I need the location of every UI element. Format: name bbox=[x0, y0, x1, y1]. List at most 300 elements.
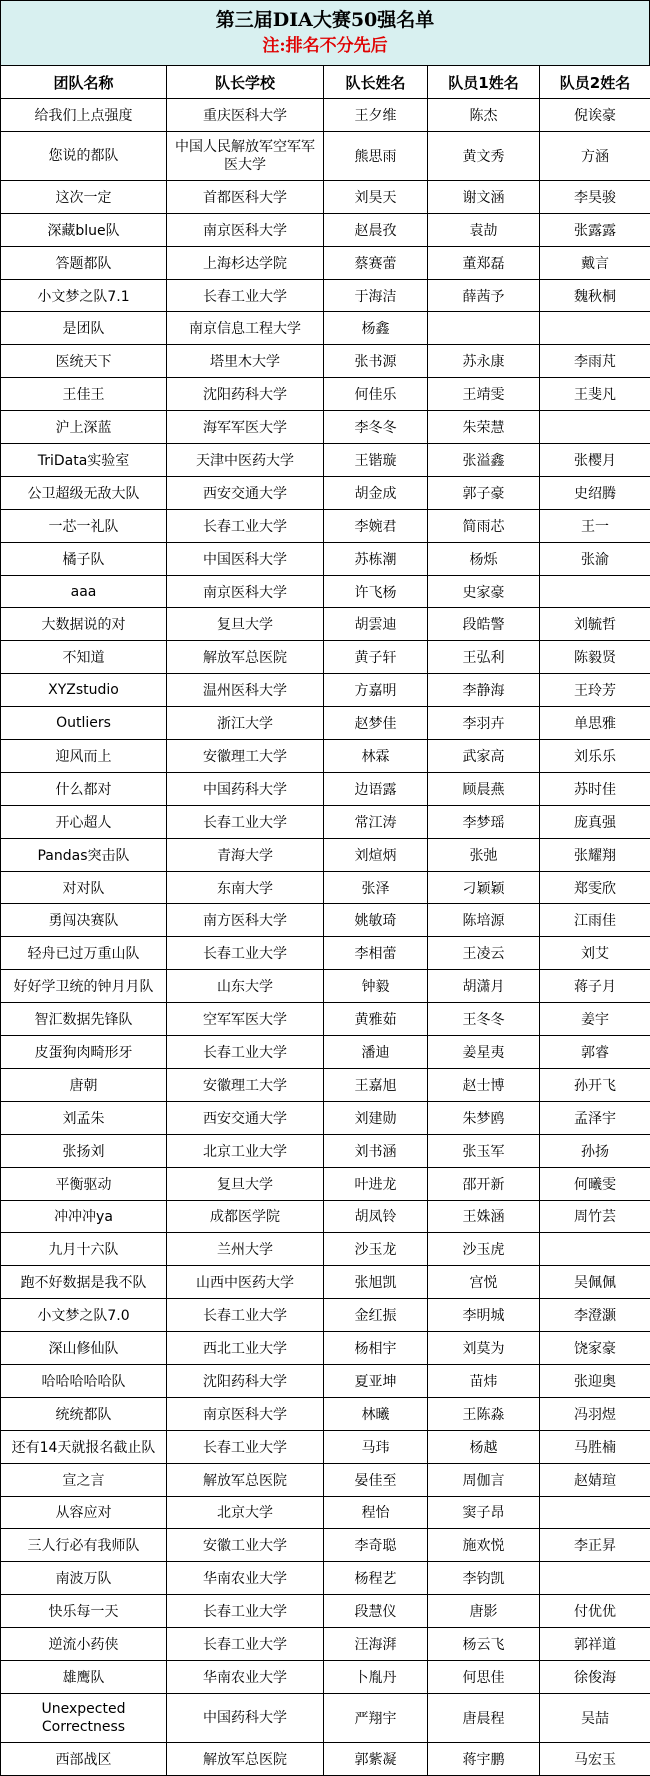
member1-name-cell: 沙玉虎 bbox=[428, 1233, 540, 1266]
captain-name-cell: 金红振 bbox=[324, 1299, 428, 1332]
captain-school-cell: 沈阳药科大学 bbox=[167, 378, 324, 411]
captain-school-cell: 安徽理工大学 bbox=[167, 740, 324, 773]
table-row bbox=[1, 1167, 650, 1200]
member1-name-cell: 李静海 bbox=[428, 674, 540, 707]
captain-name-cell: 夏亚坤 bbox=[324, 1364, 428, 1397]
table-row bbox=[1, 641, 650, 674]
member1-name-cell: 何思佳 bbox=[428, 1660, 540, 1693]
table-row bbox=[1, 1562, 650, 1595]
table-row bbox=[1, 312, 650, 345]
captain-school-cell: 解放军总医院 bbox=[167, 641, 324, 674]
member2-name-cell: 孙开飞 bbox=[540, 1068, 650, 1101]
captain-school-cell: 北京工业大学 bbox=[167, 1134, 324, 1167]
table-row bbox=[1, 1496, 650, 1529]
table-row bbox=[1, 1364, 650, 1397]
team-name-cell: 什么都对 bbox=[1, 772, 167, 805]
column-header-member1-name: 队员1姓名 bbox=[428, 66, 540, 99]
captain-school-cell: 长春工业大学 bbox=[167, 937, 324, 970]
table-row bbox=[1, 772, 650, 805]
column-header-team-name: 团队名称 bbox=[1, 66, 167, 99]
team-name-cell: Outliers bbox=[1, 707, 167, 740]
member2-name-cell: 江雨佳 bbox=[540, 904, 650, 937]
captain-name-cell: 卜胤丹 bbox=[324, 1660, 428, 1693]
captain-school-cell: 南方医科大学 bbox=[167, 904, 324, 937]
ranking-note: 注:排名不分先后 bbox=[262, 36, 388, 56]
member1-name-cell: 王靖雯 bbox=[428, 378, 540, 411]
team-name-cell: 一芯一礼队 bbox=[1, 509, 167, 542]
member2-name-cell: 李雨芃 bbox=[540, 345, 650, 378]
captain-name-cell: 马玮 bbox=[324, 1430, 428, 1463]
member2-name-cell: 马宏玉 bbox=[540, 1742, 650, 1775]
teams-table bbox=[0, 65, 650, 1776]
captain-school-cell: 安徽工业大学 bbox=[167, 1529, 324, 1562]
captain-name-cell: 林曦 bbox=[324, 1397, 428, 1430]
team-name-cell: 还有14天就报名截止队 bbox=[1, 1430, 167, 1463]
table-row bbox=[1, 99, 650, 132]
captain-name-cell: 何佳乐 bbox=[324, 378, 428, 411]
team-name-cell: 西部战区 bbox=[1, 1742, 167, 1775]
table-row bbox=[1, 805, 650, 838]
member1-name-cell: 刁颖颖 bbox=[428, 871, 540, 904]
captain-name-cell: 王夕维 bbox=[324, 99, 428, 132]
title-banner bbox=[0, 0, 650, 65]
captain-name-cell: 杨鑫 bbox=[324, 312, 428, 345]
member2-name-cell: 王斐凡 bbox=[540, 378, 650, 411]
team-name-cell: 轻舟已过万重山队 bbox=[1, 937, 167, 970]
member1-name-cell: 苏永康 bbox=[428, 345, 540, 378]
captain-name-cell: 胡雲迪 bbox=[324, 608, 428, 641]
captain-school-cell: 上海杉达学院 bbox=[167, 246, 324, 279]
member1-name-cell: 宫悦 bbox=[428, 1266, 540, 1299]
captain-name-cell: 姚敏琦 bbox=[324, 904, 428, 937]
member1-name-cell: 李明城 bbox=[428, 1299, 540, 1332]
table-row bbox=[1, 542, 650, 575]
captain-school-cell: 青海大学 bbox=[167, 838, 324, 871]
member1-name-cell: 张弛 bbox=[428, 838, 540, 871]
team-name-cell: 医统天下 bbox=[1, 345, 167, 378]
captain-school-cell: 南京医科大学 bbox=[167, 1397, 324, 1430]
member1-name-cell: 施欢悦 bbox=[428, 1529, 540, 1562]
team-name-cell: 开心超人 bbox=[1, 805, 167, 838]
member1-name-cell: 赵士博 bbox=[428, 1068, 540, 1101]
member1-name-cell: 姜星夷 bbox=[428, 1036, 540, 1069]
captain-name-cell: 熊思雨 bbox=[324, 131, 428, 180]
captain-name-cell: 林霖 bbox=[324, 740, 428, 773]
member2-name-cell: 庞真强 bbox=[540, 805, 650, 838]
team-name-cell: Unexpected Correctness bbox=[1, 1693, 167, 1742]
captain-school-cell: 沈阳药科大学 bbox=[167, 1364, 324, 1397]
captain-name-cell: 李冬冬 bbox=[324, 411, 428, 444]
member1-name-cell: 蒋宇鹏 bbox=[428, 1742, 540, 1775]
member1-name-cell: 董郑磊 bbox=[428, 246, 540, 279]
table-row bbox=[1, 1332, 650, 1365]
table-row bbox=[1, 180, 650, 213]
team-name-cell: 逆流小药侠 bbox=[1, 1628, 167, 1661]
team-name-cell: 三人行必有我师队 bbox=[1, 1529, 167, 1562]
team-name-cell: XYZstudio bbox=[1, 674, 167, 707]
table-row bbox=[1, 904, 650, 937]
table-row bbox=[1, 1693, 650, 1742]
member1-name-cell: 李梦瑶 bbox=[428, 805, 540, 838]
member2-name-cell: 徐俊海 bbox=[540, 1660, 650, 1693]
member1-name-cell: 刘莫为 bbox=[428, 1332, 540, 1365]
member2-name-cell: 李正昇 bbox=[540, 1529, 650, 1562]
captain-name-cell: 胡金成 bbox=[324, 476, 428, 509]
team-name-cell: 智汇数据先锋队 bbox=[1, 1003, 167, 1036]
team-name-cell: 南波万队 bbox=[1, 1562, 167, 1595]
member1-name-cell: 顾晨燕 bbox=[428, 772, 540, 805]
captain-name-cell: 潘迪 bbox=[324, 1036, 428, 1069]
member2-name-cell: 孙扬 bbox=[540, 1134, 650, 1167]
member2-name-cell bbox=[540, 312, 650, 345]
captain-school-cell: 解放军总医院 bbox=[167, 1742, 324, 1775]
captain-name-cell: 钟毅 bbox=[324, 970, 428, 1003]
team-name-cell: 不知道 bbox=[1, 641, 167, 674]
captain-school-cell: 南京信息工程大学 bbox=[167, 312, 324, 345]
member1-name-cell bbox=[428, 312, 540, 345]
team-name-cell: 这次一定 bbox=[1, 180, 167, 213]
captain-name-cell: 沙玉龙 bbox=[324, 1233, 428, 1266]
member1-name-cell: 陈杰 bbox=[428, 99, 540, 132]
captain-school-cell: 长春工业大学 bbox=[167, 1628, 324, 1661]
captain-name-cell: 刘昊天 bbox=[324, 180, 428, 213]
team-name-cell: 大数据说的对 bbox=[1, 608, 167, 641]
member2-name-cell: 姜宇 bbox=[540, 1003, 650, 1036]
captain-school-cell: 山东大学 bbox=[167, 970, 324, 1003]
member1-name-cell: 张溢鑫 bbox=[428, 444, 540, 477]
table-row bbox=[1, 345, 650, 378]
member2-name-cell: 郭祥道 bbox=[540, 1628, 650, 1661]
team-name-cell: 对对队 bbox=[1, 871, 167, 904]
table-row bbox=[1, 1529, 650, 1562]
table-row bbox=[1, 1430, 650, 1463]
member2-name-cell: 王玲芳 bbox=[540, 674, 650, 707]
captain-school-cell: 西安交通大学 bbox=[167, 476, 324, 509]
member2-name-cell bbox=[540, 1562, 650, 1595]
member2-name-cell bbox=[540, 1233, 650, 1266]
member1-name-cell: 史家豪 bbox=[428, 575, 540, 608]
table-row bbox=[1, 509, 650, 542]
member2-name-cell: 张渝 bbox=[540, 542, 650, 575]
member1-name-cell: 谢文涵 bbox=[428, 180, 540, 213]
member1-name-cell: 杨越 bbox=[428, 1430, 540, 1463]
captain-name-cell: 李婉君 bbox=[324, 509, 428, 542]
member1-name-cell: 王冬冬 bbox=[428, 1003, 540, 1036]
table-row bbox=[1, 1397, 650, 1430]
member1-name-cell: 唐晨程 bbox=[428, 1693, 540, 1742]
table-row bbox=[1, 213, 650, 246]
captain-school-cell: 长春工业大学 bbox=[167, 805, 324, 838]
captain-name-cell: 刘建勋 bbox=[324, 1101, 428, 1134]
team-name-cell: 皮蛋狗肉畸形牙 bbox=[1, 1036, 167, 1069]
member1-name-cell: 张玉军 bbox=[428, 1134, 540, 1167]
team-name-cell: 哈哈哈哈哈队 bbox=[1, 1364, 167, 1397]
table-row bbox=[1, 131, 650, 180]
member2-name-cell: 何曦雯 bbox=[540, 1167, 650, 1200]
captain-school-cell: 东南大学 bbox=[167, 871, 324, 904]
team-name-cell: 王佳王 bbox=[1, 378, 167, 411]
team-name-cell: 跑不好数据是我不队 bbox=[1, 1266, 167, 1299]
table-row bbox=[1, 1068, 650, 1101]
header-row bbox=[1, 66, 650, 99]
member2-name-cell: 郭睿 bbox=[540, 1036, 650, 1069]
captain-school-cell: 塔里木大学 bbox=[167, 345, 324, 378]
member2-name-cell: 史绍腾 bbox=[540, 476, 650, 509]
captain-school-cell: 北京大学 bbox=[167, 1496, 324, 1529]
table-body bbox=[1, 99, 650, 1776]
team-name-cell: 唐朝 bbox=[1, 1068, 167, 1101]
member1-name-cell: 朱梦鸥 bbox=[428, 1101, 540, 1134]
table-row bbox=[1, 740, 650, 773]
team-name-cell: 沪上深蓝 bbox=[1, 411, 167, 444]
member2-name-cell: 孟泽宇 bbox=[540, 1101, 650, 1134]
captain-name-cell: 李奇聪 bbox=[324, 1529, 428, 1562]
member2-name-cell: 倪诶豪 bbox=[540, 99, 650, 132]
team-name-cell: 快乐每一天 bbox=[1, 1595, 167, 1628]
member1-name-cell: 王弘利 bbox=[428, 641, 540, 674]
captain-school-cell: 兰州大学 bbox=[167, 1233, 324, 1266]
table-row bbox=[1, 608, 650, 641]
captain-name-cell: 程怡 bbox=[324, 1496, 428, 1529]
captain-name-cell: 许飞杨 bbox=[324, 575, 428, 608]
captain-school-cell: 天津中医药大学 bbox=[167, 444, 324, 477]
member1-name-cell: 杨烁 bbox=[428, 542, 540, 575]
captain-school-cell: 中国药科大学 bbox=[167, 772, 324, 805]
captain-school-cell: 山西中医药大学 bbox=[167, 1266, 324, 1299]
page-title: 第三届DIA大赛50强名单 bbox=[215, 9, 435, 31]
captain-school-cell: 长春工业大学 bbox=[167, 1595, 324, 1628]
column-header-captain-school: 队长学校 bbox=[167, 66, 324, 99]
captain-school-cell: 长春工业大学 bbox=[167, 1430, 324, 1463]
captain-school-cell: 浙江大学 bbox=[167, 707, 324, 740]
member2-name-cell: 苏时佳 bbox=[540, 772, 650, 805]
table-row bbox=[1, 1101, 650, 1134]
captain-name-cell: 黄雅茹 bbox=[324, 1003, 428, 1036]
captain-school-cell: 长春工业大学 bbox=[167, 1299, 324, 1332]
table-row bbox=[1, 444, 650, 477]
team-name-cell: 张扬刘 bbox=[1, 1134, 167, 1167]
captain-school-cell: 成都医学院 bbox=[167, 1200, 324, 1233]
member1-name-cell: 苗炜 bbox=[428, 1364, 540, 1397]
captain-school-cell: 长春工业大学 bbox=[167, 1036, 324, 1069]
team-name-cell: 给我们上点强度 bbox=[1, 99, 167, 132]
member2-name-cell bbox=[540, 411, 650, 444]
team-name-cell: 答题都队 bbox=[1, 246, 167, 279]
member2-name-cell: 王一 bbox=[540, 509, 650, 542]
captain-name-cell: 王锴璇 bbox=[324, 444, 428, 477]
team-name-cell: 深藏blue队 bbox=[1, 213, 167, 246]
member1-name-cell: 郭子豪 bbox=[428, 476, 540, 509]
table-row bbox=[1, 1200, 650, 1233]
member1-name-cell: 薛茜予 bbox=[428, 279, 540, 312]
team-name-cell: 勇闯决赛队 bbox=[1, 904, 167, 937]
captain-name-cell: 晏佳至 bbox=[324, 1463, 428, 1496]
table-row bbox=[1, 970, 650, 1003]
table-row bbox=[1, 871, 650, 904]
member2-name-cell bbox=[540, 575, 650, 608]
member2-name-cell: 戴言 bbox=[540, 246, 650, 279]
table-row bbox=[1, 838, 650, 871]
captain-school-cell: 中国药科大学 bbox=[167, 1693, 324, 1742]
table-row bbox=[1, 411, 650, 444]
member2-name-cell: 陈毅贤 bbox=[540, 641, 650, 674]
captain-school-cell: 西北工业大学 bbox=[167, 1332, 324, 1365]
member1-name-cell: 王凌云 bbox=[428, 937, 540, 970]
member1-name-cell: 黄文秀 bbox=[428, 131, 540, 180]
captain-school-cell: 海军军医大学 bbox=[167, 411, 324, 444]
table-row bbox=[1, 1036, 650, 1069]
captain-school-cell: 中国医科大学 bbox=[167, 542, 324, 575]
captain-school-cell: 空军军医大学 bbox=[167, 1003, 324, 1036]
team-name-cell: 九月十六队 bbox=[1, 1233, 167, 1266]
member1-name-cell: 李羽卉 bbox=[428, 707, 540, 740]
member2-name-cell: 张耀翔 bbox=[540, 838, 650, 871]
captain-school-cell: 南京医科大学 bbox=[167, 213, 324, 246]
captain-name-cell: 于海洁 bbox=[324, 279, 428, 312]
table-row bbox=[1, 1742, 650, 1775]
captain-name-cell: 边语露 bbox=[324, 772, 428, 805]
captain-name-cell: 方嘉明 bbox=[324, 674, 428, 707]
captain-name-cell: 叶进龙 bbox=[324, 1167, 428, 1200]
captain-name-cell: 杨相宇 bbox=[324, 1332, 428, 1365]
team-name-cell: 深山修仙队 bbox=[1, 1332, 167, 1365]
member1-name-cell: 简雨芯 bbox=[428, 509, 540, 542]
captain-school-cell: 华南农业大学 bbox=[167, 1562, 324, 1595]
captain-name-cell: 胡凤铃 bbox=[324, 1200, 428, 1233]
captain-school-cell: 南京医科大学 bbox=[167, 575, 324, 608]
captain-school-cell: 长春工业大学 bbox=[167, 509, 324, 542]
table-row bbox=[1, 1266, 650, 1299]
table-row bbox=[1, 1660, 650, 1693]
captain-school-cell: 西安交通大学 bbox=[167, 1101, 324, 1134]
team-name-cell: 公卫超级无敌大队 bbox=[1, 476, 167, 509]
member1-name-cell: 窦子昂 bbox=[428, 1496, 540, 1529]
member2-name-cell: 吴喆 bbox=[540, 1693, 650, 1742]
team-name-cell: 橘子队 bbox=[1, 542, 167, 575]
captain-school-cell: 温州医科大学 bbox=[167, 674, 324, 707]
team-name-cell: 您说的都队 bbox=[1, 131, 167, 180]
table-row bbox=[1, 1134, 650, 1167]
member1-name-cell: 邵开新 bbox=[428, 1167, 540, 1200]
member2-name-cell: 刘毓哲 bbox=[540, 608, 650, 641]
captain-name-cell: 张泽 bbox=[324, 871, 428, 904]
captain-name-cell: 刘书涵 bbox=[324, 1134, 428, 1167]
captain-school-cell: 复旦大学 bbox=[167, 608, 324, 641]
table-row bbox=[1, 279, 650, 312]
member1-name-cell: 王陈淼 bbox=[428, 1397, 540, 1430]
captain-name-cell: 刘煊炳 bbox=[324, 838, 428, 871]
table-row bbox=[1, 707, 650, 740]
member2-name-cell: 刘乐乐 bbox=[540, 740, 650, 773]
captain-name-cell: 蔡赛蕾 bbox=[324, 246, 428, 279]
member1-name-cell: 周伽言 bbox=[428, 1463, 540, 1496]
member2-name-cell: 冯羽煜 bbox=[540, 1397, 650, 1430]
member1-name-cell: 杨云飞 bbox=[428, 1628, 540, 1661]
team-name-cell: 从容应对 bbox=[1, 1496, 167, 1529]
captain-name-cell: 李相蕾 bbox=[324, 937, 428, 970]
table-row bbox=[1, 1233, 650, 1266]
table-row bbox=[1, 575, 650, 608]
team-name-cell: TriData实验室 bbox=[1, 444, 167, 477]
captain-name-cell: 赵晨孜 bbox=[324, 213, 428, 246]
table-row bbox=[1, 1628, 650, 1661]
captain-school-cell: 安徽理工大学 bbox=[167, 1068, 324, 1101]
captain-school-cell: 重庆医科大学 bbox=[167, 99, 324, 132]
member2-name-cell: 蒋子月 bbox=[540, 970, 650, 1003]
member1-name-cell: 武家高 bbox=[428, 740, 540, 773]
table-row bbox=[1, 1595, 650, 1628]
captain-school-cell: 解放军总医院 bbox=[167, 1463, 324, 1496]
captain-name-cell: 苏栋潮 bbox=[324, 542, 428, 575]
captain-school-cell: 复旦大学 bbox=[167, 1167, 324, 1200]
member1-name-cell: 胡潇月 bbox=[428, 970, 540, 1003]
captain-name-cell: 黄子轩 bbox=[324, 641, 428, 674]
captain-name-cell: 杨程艺 bbox=[324, 1562, 428, 1595]
table-row bbox=[1, 246, 650, 279]
member1-name-cell: 唐影 bbox=[428, 1595, 540, 1628]
member1-name-cell: 李钧凯 bbox=[428, 1562, 540, 1595]
column-header-captain-name: 队长姓名 bbox=[324, 66, 428, 99]
table-row bbox=[1, 1003, 650, 1036]
captain-school-cell: 华南农业大学 bbox=[167, 1660, 324, 1693]
member2-name-cell: 饶家豪 bbox=[540, 1332, 650, 1365]
team-name-cell: Pandas突击队 bbox=[1, 838, 167, 871]
team-name-cell: 迎风而上 bbox=[1, 740, 167, 773]
member2-name-cell: 李昊骏 bbox=[540, 180, 650, 213]
member2-name-cell: 张樱月 bbox=[540, 444, 650, 477]
team-name-cell: 宣之言 bbox=[1, 1463, 167, 1496]
member1-name-cell: 袁劼 bbox=[428, 213, 540, 246]
captain-name-cell: 严翔宇 bbox=[324, 1693, 428, 1742]
member2-name-cell: 赵婧瑄 bbox=[540, 1463, 650, 1496]
table-row bbox=[1, 674, 650, 707]
member2-name-cell: 马胜楠 bbox=[540, 1430, 650, 1463]
captain-name-cell: 张书源 bbox=[324, 345, 428, 378]
captain-name-cell: 段慧仪 bbox=[324, 1595, 428, 1628]
team-name-cell: 冲冲冲ya bbox=[1, 1200, 167, 1233]
member2-name-cell: 刘艾 bbox=[540, 937, 650, 970]
captain-name-cell: 郭紫凝 bbox=[324, 1742, 428, 1775]
team-name-cell: 小文梦之队7.0 bbox=[1, 1299, 167, 1332]
table-row bbox=[1, 1299, 650, 1332]
member2-name-cell: 魏秋桐 bbox=[540, 279, 650, 312]
member1-name-cell: 王姝涵 bbox=[428, 1200, 540, 1233]
table-row bbox=[1, 937, 650, 970]
team-name-cell: 刘孟朱 bbox=[1, 1101, 167, 1134]
member2-name-cell: 付优优 bbox=[540, 1595, 650, 1628]
member2-name-cell bbox=[540, 1496, 650, 1529]
captain-name-cell: 赵梦佳 bbox=[324, 707, 428, 740]
team-name-cell: 雄鹰队 bbox=[1, 1660, 167, 1693]
captain-name-cell: 汪海湃 bbox=[324, 1628, 428, 1661]
member1-name-cell: 朱荣慧 bbox=[428, 411, 540, 444]
team-name-cell: 小文梦之队7.1 bbox=[1, 279, 167, 312]
member2-name-cell: 李澄灏 bbox=[540, 1299, 650, 1332]
member1-name-cell: 陈培源 bbox=[428, 904, 540, 937]
table-row bbox=[1, 476, 650, 509]
member2-name-cell: 张迎奥 bbox=[540, 1364, 650, 1397]
captain-school-cell: 中国人民解放军空军军医大学 bbox=[167, 131, 324, 180]
team-name-cell: 好好学卫统的钟月月队 bbox=[1, 970, 167, 1003]
captain-school-cell: 长春工业大学 bbox=[167, 279, 324, 312]
captain-school-cell: 首都医科大学 bbox=[167, 180, 324, 213]
table-row bbox=[1, 378, 650, 411]
column-header-member2-name: 队员2姓名 bbox=[540, 66, 650, 99]
member2-name-cell: 郑雯欣 bbox=[540, 871, 650, 904]
team-name-cell: 是团队 bbox=[1, 312, 167, 345]
member2-name-cell: 张露露 bbox=[540, 213, 650, 246]
captain-name-cell: 常江涛 bbox=[324, 805, 428, 838]
